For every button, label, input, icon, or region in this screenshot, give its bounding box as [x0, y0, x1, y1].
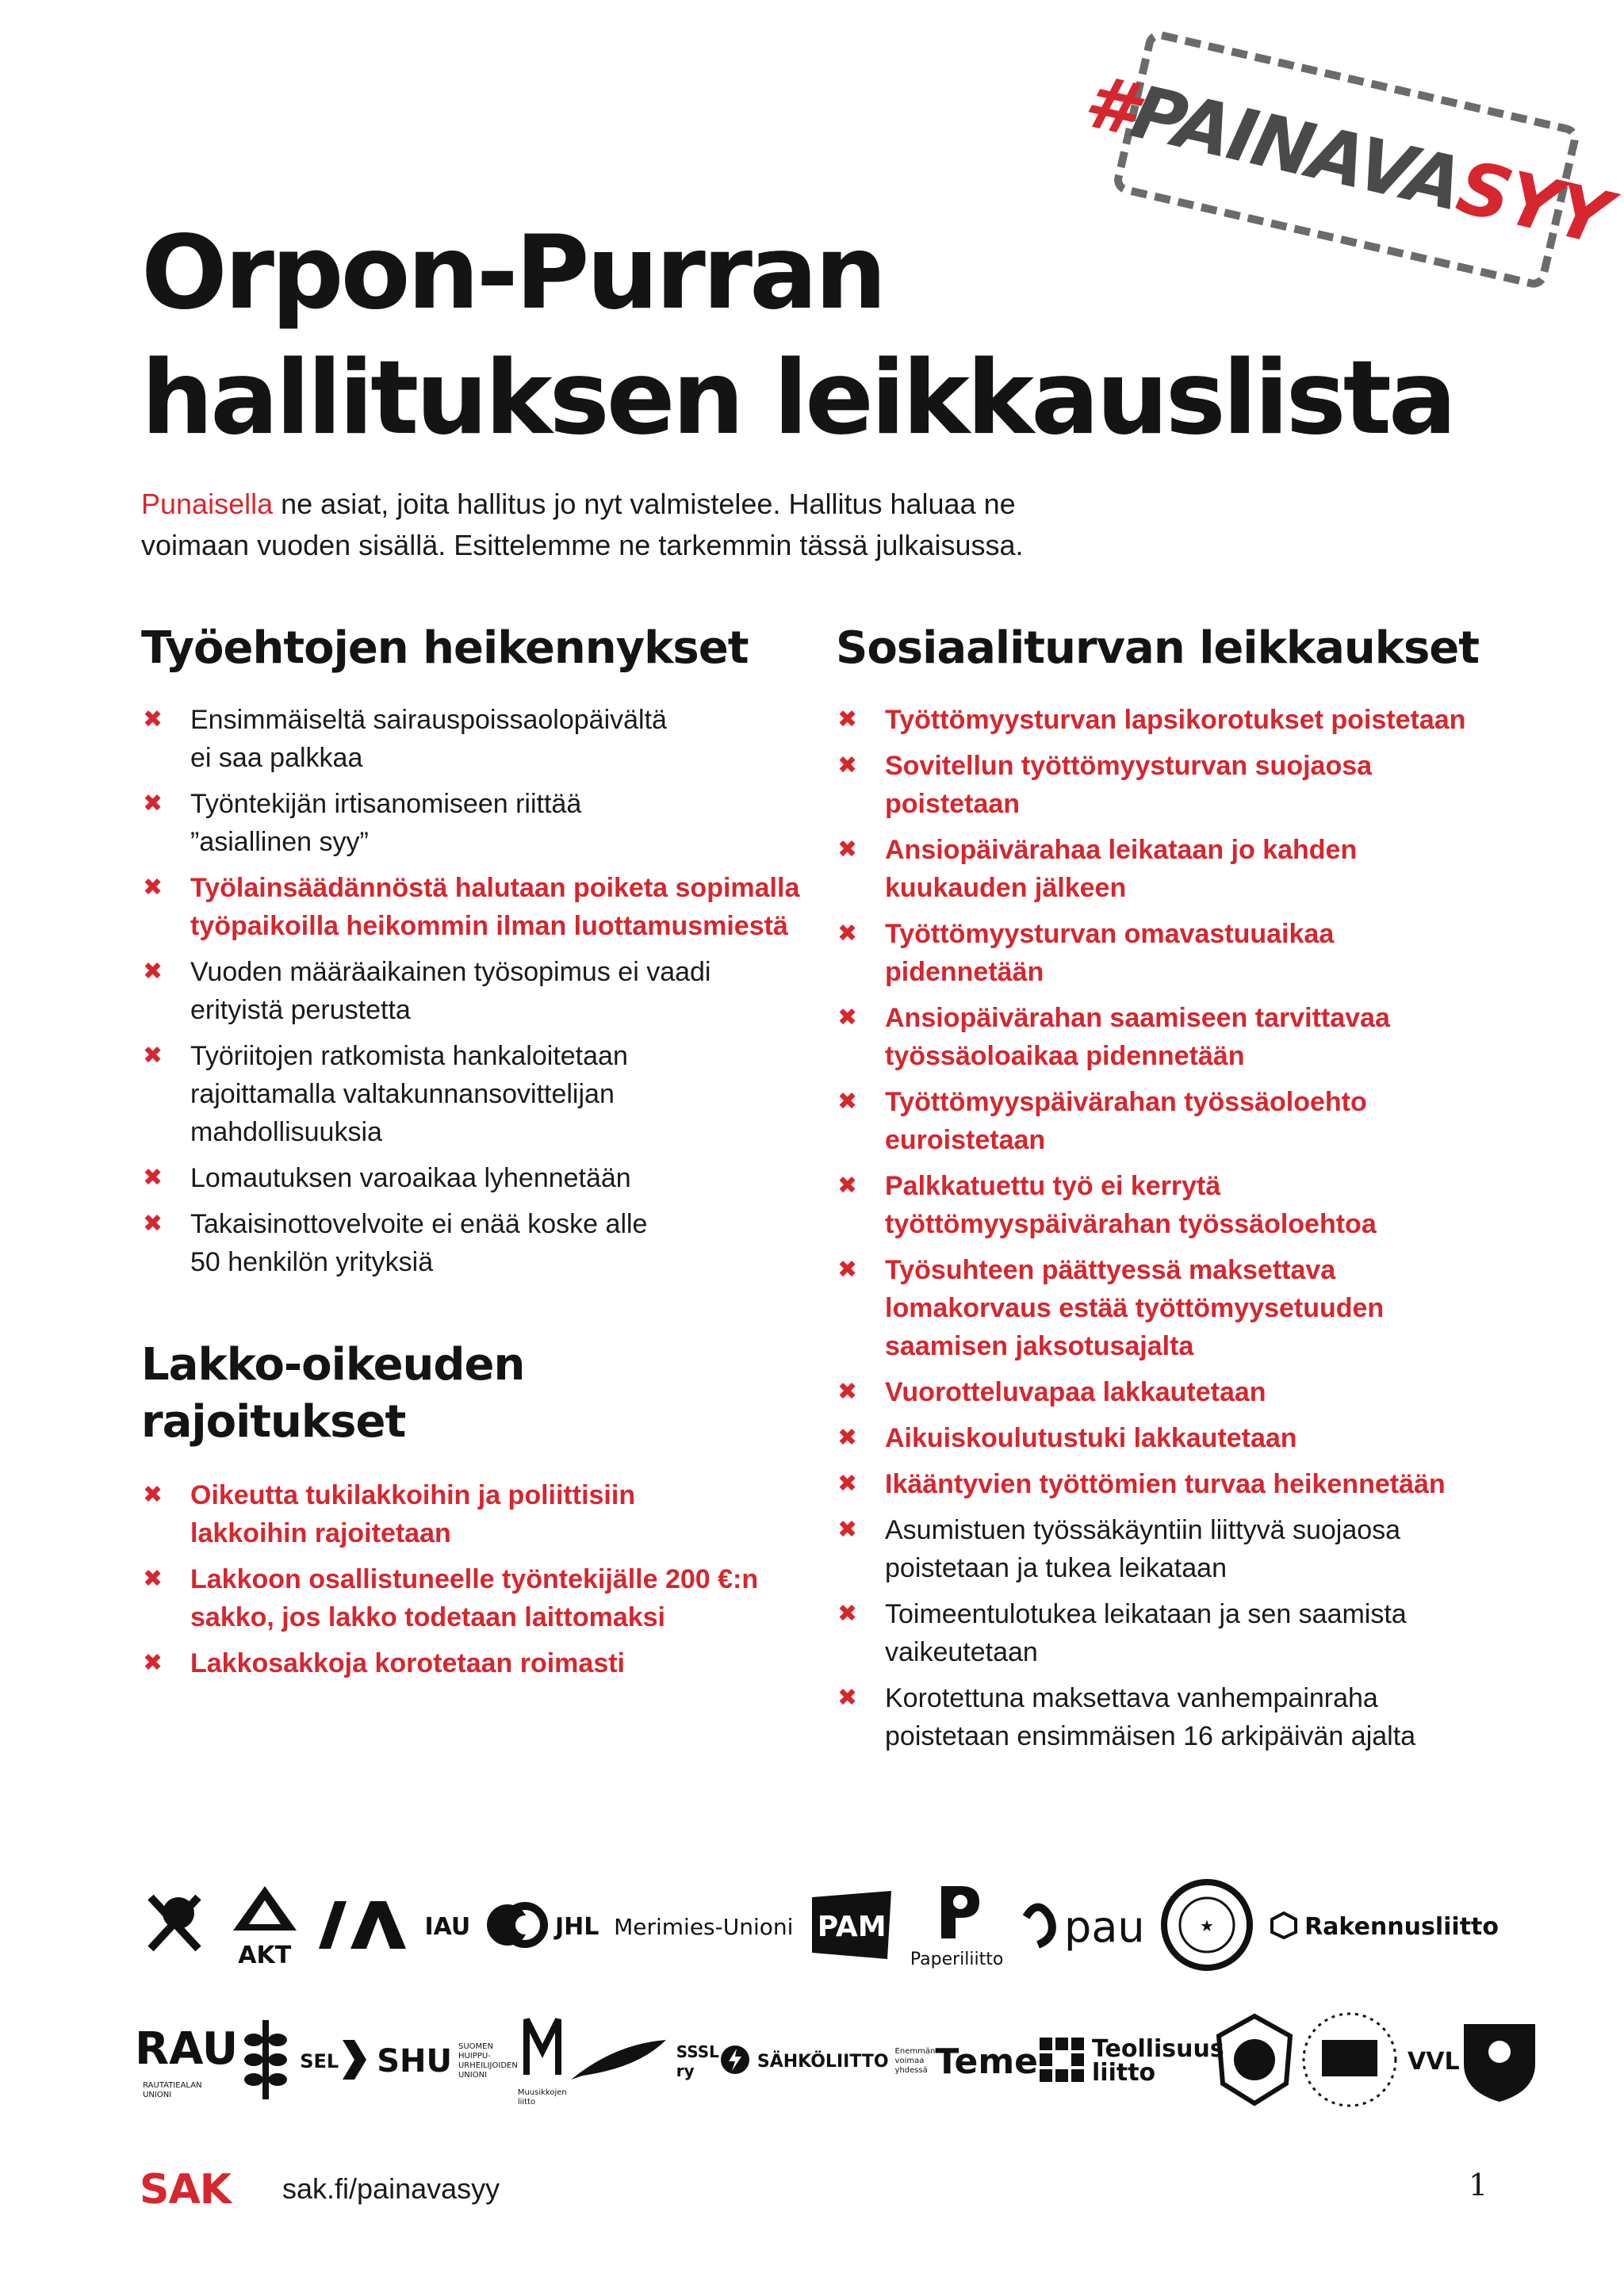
cube-icon [1270, 1911, 1298, 1942]
union-logo [1460, 2016, 1539, 2107]
cross-icon: ✖ [143, 874, 163, 901]
list-item [141, 953, 839, 1029]
cross-icon: ✖ [837, 1516, 858, 1544]
union-logo [229, 1885, 301, 1969]
page-number: 1 [1469, 2168, 1488, 2202]
list-item-text: Oikeutta tukilakkoihin ja poliittisiin [190, 1480, 636, 1510]
list-item [836, 1511, 1534, 1587]
list-item [836, 999, 1534, 1075]
list-item-text: Työntekijän irtisanomiseen riittää [190, 789, 582, 819]
iau-icon [315, 1897, 418, 1956]
list-item-text: Lakkoon osallistuneelle työntekijälle 200 €:n [190, 1564, 759, 1594]
cross-icon: ✖ [143, 1042, 163, 1070]
list-item-text: Sovitellun työttömyysturvan suojaosa [885, 751, 1373, 781]
union-logo-text: RAU [135, 2022, 239, 2075]
list-item [836, 1167, 1534, 1243]
cross-icon: ✖ [837, 1088, 858, 1115]
p-icon [933, 1885, 981, 1943]
shu-icon [339, 2036, 370, 2087]
list-item-text: lakkoihin rajoitetaan [190, 1518, 451, 1548]
union-logo [315, 1897, 470, 1956]
list-item-text: Ikääntyvien työttömien turvaa heikennetään [885, 1469, 1446, 1499]
list-item [836, 1595, 1534, 1671]
cross-icon: ✖ [143, 1565, 163, 1593]
list-item-text: Työttömyysturvan lapsikorotukset poistetaan [885, 705, 1466, 735]
list-item-text: poistetaan [885, 789, 1021, 819]
list-item-text: mahdollisuuksia [190, 1117, 382, 1147]
seal-icon [1159, 1877, 1254, 1976]
list-item-text: 50 henkilön yrityksiä [190, 1247, 434, 1277]
union-logo [485, 1897, 599, 1956]
list-item-text: Takaisinottovelvoite ei enää koske alle [190, 1209, 648, 1239]
feather-icon [567, 2036, 670, 2087]
cross-icon: ✖ [837, 1004, 858, 1031]
union-logo-text: Teme [935, 2041, 1039, 2082]
list-item [141, 869, 839, 945]
list-item [836, 1419, 1534, 1457]
bolt-icon [719, 2044, 751, 2079]
union-logo-text: JHL [554, 1912, 599, 1941]
list-item [836, 701, 1534, 739]
union-logo [1159, 1877, 1254, 1976]
list-item [141, 1205, 839, 1281]
akt-icon [229, 1885, 301, 1935]
cross-icon: ✖ [143, 1649, 163, 1677]
section-heading-social-security: Sosiaaliturvan leikkaukset [836, 622, 1480, 674]
list-item-text: Työttömyyspäivärahan työssäoloehto [885, 1087, 1367, 1117]
section-heading-strike-rights: Lakko-oikeuden rajoitukset [141, 1339, 525, 1448]
list-item-text: Vuoden määräaikainen työsopimus ei vaadi [190, 957, 711, 987]
cross-icon: ✖ [837, 1600, 858, 1628]
crest-icon [135, 1885, 214, 1968]
wheat-icon [238, 2016, 293, 2107]
union-logo [1298, 2008, 1460, 2114]
list-item-text: pidennetään [885, 957, 1044, 987]
intro-highlight: Punaisella [141, 488, 274, 520]
pau-icon [1018, 1901, 1058, 1952]
union-logo-text: SSSL ry [676, 2042, 719, 2080]
list-item-text: Lakkosakkoja korotetaan roimasti [190, 1648, 626, 1678]
strike-rights-list [141, 1476, 858, 1690]
list-item [836, 747, 1534, 823]
section-heading-work-terms: Työehtojen heikennykset [141, 622, 749, 674]
cross-icon: ✖ [143, 1164, 163, 1192]
svg-text:★: ★ [1200, 1916, 1215, 1935]
union-logo [1270, 1911, 1499, 1942]
list-item [836, 1373, 1534, 1411]
shield-icon [1460, 2016, 1539, 2107]
m-icon [523, 2015, 562, 2082]
list-item-text: Työriitojen ratkomista hankaloitetaan [190, 1041, 628, 1071]
cross-icon: ✖ [143, 958, 163, 985]
union-logo-text: IAU [424, 1912, 471, 1941]
list-item [141, 701, 839, 777]
list-item [141, 1644, 855, 1682]
union-logo [135, 2023, 238, 2100]
union-logo [567, 2036, 719, 2087]
list-item-text: Ensimmäiseltä sairauspoissaolopäivältä [190, 705, 667, 735]
union-logo-subtext: SUOMEN HUIPPU-URHEILIJOIDEN UNIONI [458, 2042, 518, 2080]
footer-url[interactable]: sak.fi/painavasyy [282, 2172, 500, 2205]
list-item-text: työttömyyspäivärahan työssäoloehtoa [885, 1209, 1377, 1239]
union-logo-text: SHU [377, 2043, 452, 2080]
cross-icon: ✖ [837, 836, 858, 863]
union-logo-subtext: Muusikkojen liitto [517, 2088, 567, 2107]
list-item-text: Ansiopäivärahaa leikataan jo kahden [885, 835, 1358, 865]
union-logos-row-2 [135, 2006, 1499, 2117]
stamp-text: #PAINAVASYY [1077, 58, 1616, 261]
union-logo [1018, 1901, 1145, 1952]
list-item [836, 1679, 1534, 1755]
union-logo [935, 2042, 1038, 2082]
union-logo-text: Paperiliitto [910, 1949, 1004, 1969]
union-logo-text: AKT [238, 1941, 292, 1969]
union-logo [135, 1885, 214, 1968]
cross-icon: ✖ [837, 1684, 858, 1712]
union-logo-text: Merimies-Unioni [614, 1913, 794, 1940]
list-item-text: ei saa palkkaa [190, 743, 363, 773]
list-item-text: saamisen jaksotusajalta [885, 1331, 1194, 1361]
union-logo-subtext: Enemmän voimaa yhdessä [894, 2047, 936, 2075]
union-logo [1038, 2035, 1224, 2087]
cross-icon: ✖ [837, 1256, 858, 1284]
list-item-text: lomakorvaus estää työttömyysetuuden [885, 1293, 1385, 1323]
list-item [836, 915, 1534, 991]
union-logo [614, 1914, 793, 1940]
list-item-text: Toimeentulotukea leikataan ja sen saamista [885, 1599, 1407, 1629]
cross-icon: ✖ [837, 706, 858, 733]
union-logos-row-1 [135, 1879, 1499, 1974]
cross-icon: ✖ [837, 1470, 858, 1498]
list-item [836, 1251, 1534, 1365]
cross-icon: ✖ [837, 752, 858, 779]
union-logo-text: Rakennusliitto [1304, 1912, 1499, 1941]
list-item-text: Palkkatuettu työ ei kerrytä [885, 1171, 1221, 1201]
cross-icon: ✖ [143, 706, 163, 733]
union-logo-text: Teollisuus liitto [1092, 2035, 1224, 2087]
union-logo-text: PAM [817, 1910, 887, 1943]
list-item-text: Työttömyysturvan omavastuuaikaa [885, 919, 1335, 949]
cross-icon: ✖ [837, 1424, 858, 1452]
cross-icon: ✖ [837, 1172, 858, 1200]
list-item-text: ”asiallinen syy” [190, 827, 369, 857]
union-logo [339, 2036, 518, 2087]
list-item-text: Työsuhteen päättyessä maksettava [885, 1255, 1336, 1285]
list-item-text: Ansiopäivärahan saamiseen tarvittavaa [885, 1003, 1390, 1033]
union-logo [719, 2044, 935, 2079]
list-item-text: Työlainsäädännöstä halutaan poiketa sopimalla [190, 873, 800, 903]
sak-logo: SAK [140, 2166, 231, 2214]
union-logo [518, 2015, 567, 2107]
union-logo-text: VVL [1408, 2047, 1460, 2076]
list-item [836, 1083, 1534, 1159]
union-logo [238, 2016, 339, 2107]
jhl-icon [485, 1897, 549, 1956]
list-item-text: Lomautuksen varoaikaa lyhennetään [190, 1163, 631, 1193]
list-item-text: vaikeutetaan [885, 1637, 1038, 1667]
cross-icon: ✖ [143, 790, 163, 817]
cross-icon: ✖ [143, 1481, 163, 1509]
cross-icon: ✖ [837, 1378, 858, 1406]
list-item-text: euroistetaan [885, 1125, 1046, 1155]
list-item [836, 831, 1534, 907]
work-terms-list [141, 701, 839, 1289]
union-logo-text: SEL [300, 2050, 339, 2072]
list-item [141, 1037, 839, 1151]
list-item-text: työssäoloaikaa pidennetään [885, 1041, 1245, 1071]
list-item [141, 1560, 858, 1636]
grid-icon [1038, 2036, 1086, 2087]
list-item [141, 785, 839, 861]
union-logo [1211, 2012, 1298, 2110]
emblem-icon [1211, 2012, 1298, 2110]
list-item-text: poistetaan ja tukea leikataan [885, 1553, 1227, 1583]
intro-text: Punaisella ne asiat, joita hallitus jo nyt valmistelee. Hallitus haluaa ne voimaan vuoden sisällä. Esittelemme ne tarkemmin tässä julkaisussa. [141, 488, 1024, 561]
list-item-text: Vuorotteluvapaa lakkautetaan [885, 1377, 1266, 1407]
union-logo-text: pau [1064, 1901, 1145, 1952]
list-item-text: erityistä perustetta [190, 995, 411, 1025]
cross-icon: ✖ [143, 1210, 163, 1238]
list-item-text: kuukauden jälkeen [885, 873, 1127, 903]
cross-icon: ✖ [837, 920, 858, 947]
list-item-text: rajoittamalla valtakunnansovittelijan [190, 1079, 615, 1109]
list-item-text: Aikuiskoulutustuki lakkautetaan [885, 1423, 1297, 1453]
union-logo [910, 1885, 1003, 1969]
list-item-text: Korotettuna maksettava vanhempainraha [885, 1683, 1378, 1713]
union-logo-subtext: RAUTATIEALAN UNIONI [143, 2080, 202, 2099]
page-title: Orpon-Purran hallituksen leikkauslista [141, 214, 1454, 457]
list-item [141, 1476, 858, 1552]
list-item [836, 1465, 1534, 1503]
social-security-list [836, 701, 1534, 1763]
list-item-text: poistetaan ensimmäisen 16 arkipäivän ajalta [885, 1721, 1416, 1751]
list-item-text: työpaikoilla heikommin ilman luottamusmiestä [190, 911, 788, 941]
union-logo-text: SÄHKÖLIITTO [756, 2051, 889, 2072]
union-logo [808, 1889, 895, 1964]
list-item-text: sakko, jos lakko todetaan laittomaksi [190, 1602, 666, 1632]
vvl-icon [1298, 2008, 1401, 2114]
list-item [141, 1159, 839, 1197]
list-item-text: Asumistuen työssäkäyntiin liittyvä suojaosa [885, 1515, 1401, 1545]
